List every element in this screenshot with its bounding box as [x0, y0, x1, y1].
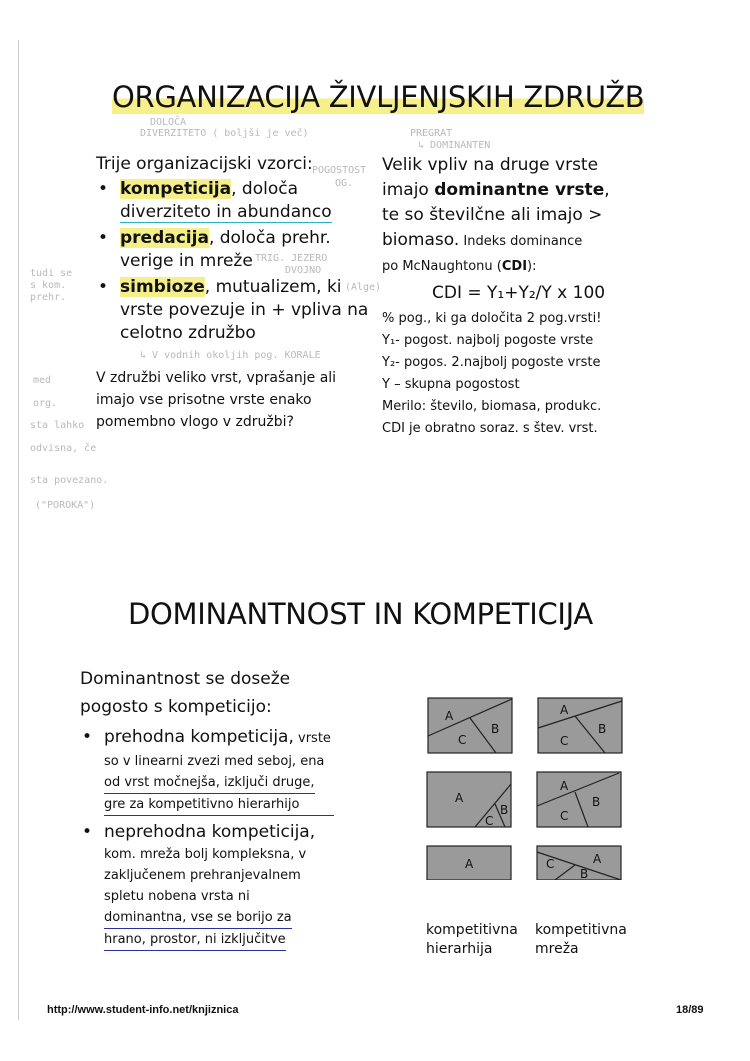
- competition-list: [80, 725, 410, 951]
- label-b: B: [580, 867, 589, 880]
- annotation: odvisna, če: [30, 443, 97, 454]
- section1-title: [112, 80, 644, 114]
- text-line: pomembno vlogo v združbi?: [96, 414, 294, 430]
- list-item: [96, 276, 376, 345]
- text-line: pogosto s kompeticijo:: [80, 697, 272, 717]
- text-line: kom. mreža bolj kompleksna, v: [104, 847, 307, 862]
- text: ):: [527, 259, 537, 274]
- section1-title-text: ORGANIZACIJA ŽIVLJENJSKIH ZDRUŽB: [112, 80, 645, 114]
- annotation: org.: [33, 398, 58, 409]
- pattern-list: [96, 178, 376, 345]
- text-line: Dominantnost se doseže: [80, 669, 291, 689]
- label-b: B: [500, 803, 509, 817]
- text: celotno združbo: [120, 323, 256, 343]
- label-b: B: [491, 722, 500, 736]
- text-line: Y₂- pogos. 2.najbolj pogoste vrste: [382, 355, 601, 370]
- label-a: A: [455, 791, 464, 805]
- text: , določa: [231, 179, 298, 199]
- text: ,: [604, 180, 610, 200]
- text-line: dominantna, vse se borijo za: [104, 907, 292, 929]
- text-line: kompetitivna: [535, 922, 627, 938]
- text-line: gre za kompetitivno hierarhijo: [104, 794, 334, 816]
- annotation: TRIG. JEZERO: [255, 253, 328, 264]
- term: prehodna kompeticija,: [104, 727, 294, 747]
- list-item: [80, 820, 410, 951]
- label-c: C: [546, 857, 555, 871]
- footer-url[interactable]: http://www.student-info.net/knjiznica: [47, 1004, 239, 1016]
- label-a: A: [465, 857, 474, 871]
- text-line: te so številčne ali imajo >: [382, 205, 603, 225]
- text: verige in mreže: [120, 251, 253, 271]
- label-a: A: [560, 703, 569, 717]
- text-line: hrano, prostor, ni izključitve: [104, 929, 286, 951]
- text-line: mreža: [535, 941, 579, 957]
- term: simbioze: [120, 277, 205, 297]
- network-diagram-2: [537, 772, 621, 827]
- scan-edge: [18, 40, 19, 1020]
- label-b: B: [598, 722, 607, 736]
- term: neprehodna kompeticija,: [104, 822, 316, 842]
- text-line: Velik vpliv na druge vrste: [382, 155, 599, 175]
- label-a: A: [593, 852, 602, 866]
- list-item: [80, 725, 410, 816]
- text: Indeks dominance: [459, 234, 583, 249]
- page-number: 18/89: [676, 1004, 704, 1016]
- annotation: ("POROKA"): [35, 500, 96, 511]
- annotation: sta povezano.: [30, 475, 109, 486]
- text: po McNaughtonu (: [382, 259, 502, 274]
- label-c: C: [458, 733, 467, 747]
- annotation: ↳ DOMINANTEN: [418, 140, 491, 151]
- text-line: so v linearni zvezi med seboj, ena: [104, 754, 325, 769]
- annotation: sta lahko: [30, 420, 85, 431]
- text-line: Merilo: število, biomasa, produkc.: [382, 399, 602, 414]
- text: imajo: [382, 180, 435, 200]
- caption-hierarchy: [426, 921, 518, 959]
- text-line: imajo vse prisotne vrste enako: [96, 392, 312, 408]
- label-c: C: [560, 734, 569, 748]
- term: CDI: [501, 259, 528, 274]
- annotation: POGOSTOST: [312, 165, 367, 176]
- label-c: C: [485, 814, 494, 828]
- text-line: CDI je obratno soraz. s štev. vrst.: [382, 421, 598, 436]
- annotation: DOLOČA: [150, 117, 187, 128]
- annotation: tudi se: [30, 268, 73, 279]
- term: dominantne vrste: [434, 180, 605, 200]
- text: vrste: [293, 731, 331, 746]
- text: , določa prehr.: [208, 228, 331, 248]
- list-item: [96, 178, 376, 224]
- competition-diagrams: [420, 690, 640, 880]
- annotation: (Alge): [345, 282, 382, 293]
- section2-text: [80, 665, 410, 951]
- text-line: [382, 254, 662, 279]
- caption-network: [535, 921, 627, 959]
- annotation: s kom.: [30, 280, 67, 291]
- text: biomaso.: [382, 230, 460, 250]
- label-b: B: [592, 795, 601, 809]
- cdi-formula: CDI = Y₁+Y₂/Y x 100: [432, 283, 606, 303]
- label-c: C: [560, 809, 569, 823]
- text-line: zaključenem prehranjevalnem: [104, 868, 301, 883]
- label-a: A: [445, 709, 454, 723]
- text-line: Y₁- pogost. najbolj pogoste vrste: [382, 333, 594, 348]
- left-column: [96, 153, 376, 433]
- text-line: spletu nobena vrsta ni: [104, 889, 250, 904]
- annotation: PREGRAT: [410, 128, 453, 139]
- text-line: od vrst močnejša, izključi druge,: [104, 772, 315, 794]
- label-a: A: [560, 779, 569, 793]
- text-line: [382, 178, 662, 203]
- list-item: [96, 227, 376, 273]
- term: predacija: [120, 228, 209, 248]
- annotation: DVOJNO: [285, 265, 322, 276]
- text-line: Y – skupna pogostost: [382, 377, 520, 392]
- intro-text: Trije organizacijski vzorci:: [96, 154, 313, 174]
- annotation: ↳ V vodnih okoljih pog. KORALE: [140, 350, 321, 361]
- network-diagram-1: [538, 698, 622, 753]
- text-line: V združbi veliko vrst, vprašanje ali: [96, 370, 337, 386]
- text: vrste povezuje in + vpliva na: [120, 300, 369, 320]
- text-line: [382, 228, 662, 254]
- text-line: kompetitivna: [426, 922, 518, 938]
- question-text: [96, 367, 376, 433]
- annotation: prehr.: [30, 292, 67, 303]
- annotation: med: [33, 375, 52, 386]
- annotation: OG.: [335, 178, 354, 189]
- hierarchy-diagram-1: [428, 698, 512, 753]
- right-column: [382, 153, 662, 440]
- text-line: % pog., ki ga določita 2 pog.vrsti!: [382, 311, 602, 326]
- text-line: hierarhija: [426, 941, 493, 957]
- cdi-notes: [382, 308, 662, 440]
- text: diverziteto in abundanco: [120, 202, 332, 222]
- hierarchy-diagram-2: [427, 772, 511, 827]
- term: kompeticija: [120, 179, 232, 199]
- text: , mutualizem, ki: [204, 277, 342, 297]
- section2-title: DOMINANTNOST IN KOMPETICIJA: [128, 597, 593, 631]
- annotation: DIVERZITETO ( boljši je več): [140, 128, 309, 139]
- intro-text: [80, 665, 410, 721]
